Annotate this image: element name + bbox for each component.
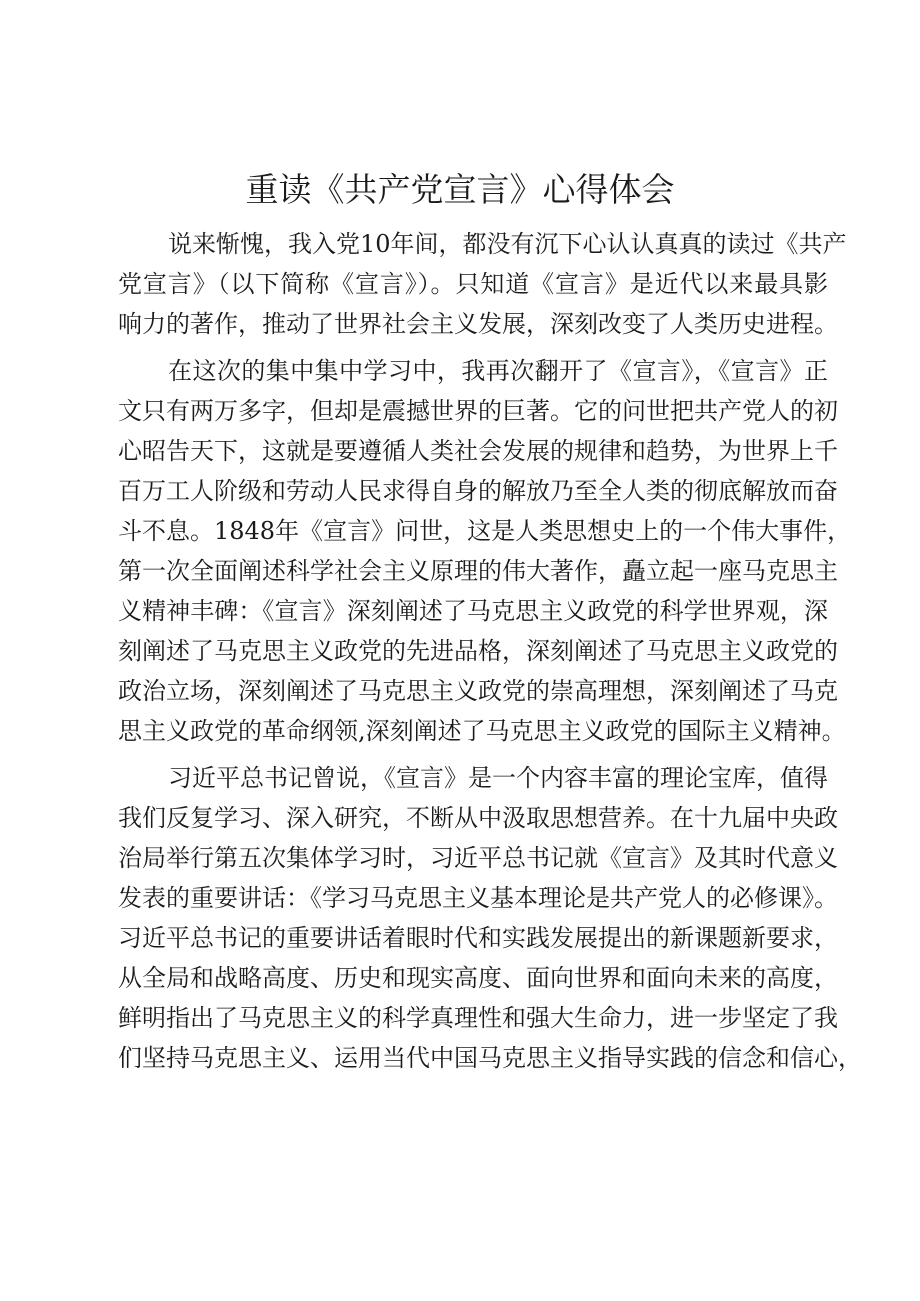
paragraph-2-line-10: 思主义政党的革命纲领,深刻阐述了马克思主义政党的国际主义精神。 [118, 717, 846, 745]
paragraph-3-line-5: 习近平总书记的重要讲话着眼时代和实践发展提出的新课题新要求， [118, 924, 838, 952]
paragraph-2-line-3: 心昭告天下，这就是要遵循人类社会发展的规律和趋势，为世界上千 [118, 437, 838, 465]
paragraph-3-line-4: 发表的重要讲话：《学习马克思主义基本理论是共产党人的必修课》。 [118, 884, 838, 912]
paragraph-2-line-1: 在这次的集中集中学习中，我再次翻开了《宣言》，《宣言》正 [168, 357, 828, 385]
paragraph-2-line-6: 第一次全面阐述科学社会主义原理的伟大著作，矗立起一座马克思主 [118, 557, 838, 585]
paragraph-3-line-2: 我们反复学习、深入研究，不断从中汲取思想营养。在十九届中央政 [118, 804, 838, 832]
paragraph-2-line-2: 文只有两万多字，但却是震撼世界的巨著。它的问世把共产党人的初 [118, 397, 838, 425]
paragraph-1-line-1: 说来惭愧，我入党10年间，都没有沉下心认认真真的读过《共产 [168, 230, 847, 258]
paragraph-3-line-3: 治局举行第五次集体学习时，习近平总书记就《宣言》及其时代意义 [118, 844, 838, 872]
document-title: 重读《共产党宣言》心得体会 [245, 170, 675, 209]
paragraph-3-line-7: 鲜明指出了马克思主义的科学真理性和强大生命力，进一步坚定了我 [118, 1004, 838, 1032]
paragraph-2-line-4: 百万工人阶级和劳动人民求得自身的解放乃至全人类的彻底解放而奋 [118, 477, 838, 505]
paragraph-3-line-8: 们坚持马克思主义、运用当代中国马克思主义指导实践的信念和信心， [118, 1044, 862, 1072]
paragraph-2-line-5: 斗不息。1848年《宣言》问世，这是人类思想史上的一个伟大事件， [118, 517, 852, 545]
paragraph-2-line-7: 义精神丰碑：《宣言》深刻阐述了马克思主义政党的科学世界观，深 [118, 597, 828, 625]
paragraph-3-line-1: 习近平总书记曾说，《宣言》是一个内容丰富的理论宝库，值得 [168, 764, 828, 792]
paragraph-2-line-8: 刻阐述了马克思主义政党的先进品格，深刻阐述了马克思主义政党的 [118, 637, 838, 665]
paragraph-2-line-9: 政治立场，深刻阐述了马克思主义政党的崇高理想，深刻阐述了马克 [118, 677, 838, 705]
paragraph-1-line-3: 响力的著作，推动了世界社会主义发展，深刻改变了人类历史进程。 [118, 310, 838, 338]
paragraph-3-line-6: 从全局和战略高度、历史和现实高度、面向世界和面向未来的高度， [118, 964, 838, 992]
paragraph-1-line-2: 党宣言》（以下简称《宣言》）。只知道《宣言》是近代以来最具影 [118, 270, 828, 298]
